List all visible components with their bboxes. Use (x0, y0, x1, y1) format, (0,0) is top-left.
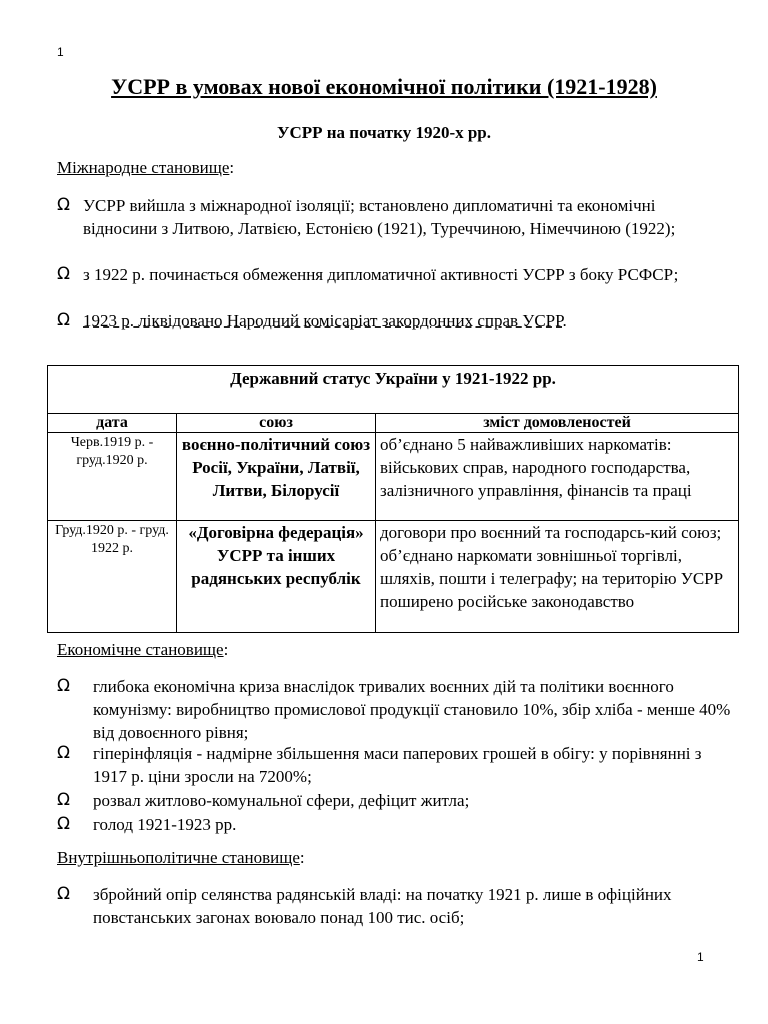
page-number-bottom: 1 (697, 950, 704, 964)
column-header-date: дата (48, 414, 177, 433)
state-status-table (47, 365, 739, 633)
omega-bullet-icon: Ω (57, 195, 70, 215)
list-item: Ω голод 1921-1923 рр. (57, 814, 237, 834)
omega-bullet-icon: Ω (57, 743, 70, 763)
list-item: Ω 1923 р. ліквідовано Народний комісаріат закордонних справ УСРР. (57, 310, 567, 330)
omega-bullet-icon: Ω (57, 310, 70, 330)
row-content: об’єднано 5 найважливіших наркоматів: військових справ, народного господарства, залізничного управління, фінансів та праці (376, 433, 739, 521)
list-item: Ω збройний опір селянства радянській владі: на початку 1921 р. лише в офіційних повстанських загонах воювало понад 100 тис. осіб; (57, 884, 672, 927)
international-heading: Міжнародне становище: (57, 158, 235, 177)
row-content: договори про воєнний та господарсь-кий союз; об’єднано наркомати зовнішньої торгівлі, шляхів, пошти і телеграфу; на територію УСРР поширено російське законодавство (376, 521, 739, 633)
omega-bullet-icon: Ω (57, 884, 70, 904)
list-item: Ω з 1922 р. починається обмеження дипломатичної активності УСРР з боку РСФСР; (57, 264, 679, 284)
economic-heading: Економічне становище: (57, 640, 229, 659)
list-item: Ω УСРР вийшла з міжнародної ізоляції; встановлено дипломатичні та економічні відносини з Литвою, Латвією, Естонією (1921), Туреччиною, Німеччиною (1922); (57, 195, 676, 238)
list-item: Ω розвал житлово-комунальної сфери, дефіцит житла; (57, 790, 470, 810)
row-date: Груд.1920 р. - груд. 1922 р. (48, 521, 177, 633)
list-item: Ω глибока економічна криза внаслідок тривалих воєнних дій та політики воєнного комунізму: виробництво промислової продукції становило 10%, збір хліба - менше 40% від довоєнного рівня; (57, 676, 731, 742)
page-number-top: 1 (57, 45, 64, 59)
page-title: УСРР в умовах нової економічної політики (1921-1928) (111, 74, 657, 99)
omega-bullet-icon: Ω (57, 790, 70, 810)
column-header-union: союз (177, 414, 376, 433)
section-subtitle: УСРР на початку 1920-х рр. (276, 123, 492, 142)
list-item: Ω гіперінфляція - надмірне збільшення маси паперових грошей в обігу: у порівнянні з 1917 р. ціни зросли на 7200%; (57, 743, 702, 786)
table-row (48, 521, 739, 633)
omega-bullet-icon: Ω (57, 264, 70, 284)
table-header-row (48, 414, 739, 433)
domestic-heading: Внутрішньополітичне становище: (57, 848, 305, 867)
row-union: воєнно-політичний союз Росії, України, Латвії, Литви, Білорусії (177, 433, 376, 521)
row-date: Черв.1919 р. - груд.1920 р. (48, 433, 177, 521)
column-header-content: зміст домовленостей (376, 414, 739, 433)
omega-bullet-icon: Ω (57, 676, 70, 696)
omega-bullet-icon: Ω (57, 814, 70, 834)
row-union: «Договірна федерація» УСРР та інших радянських республік (177, 521, 376, 633)
table-caption: Державний статус України у 1921-1922 рр. (48, 366, 739, 414)
table-row (48, 433, 739, 521)
